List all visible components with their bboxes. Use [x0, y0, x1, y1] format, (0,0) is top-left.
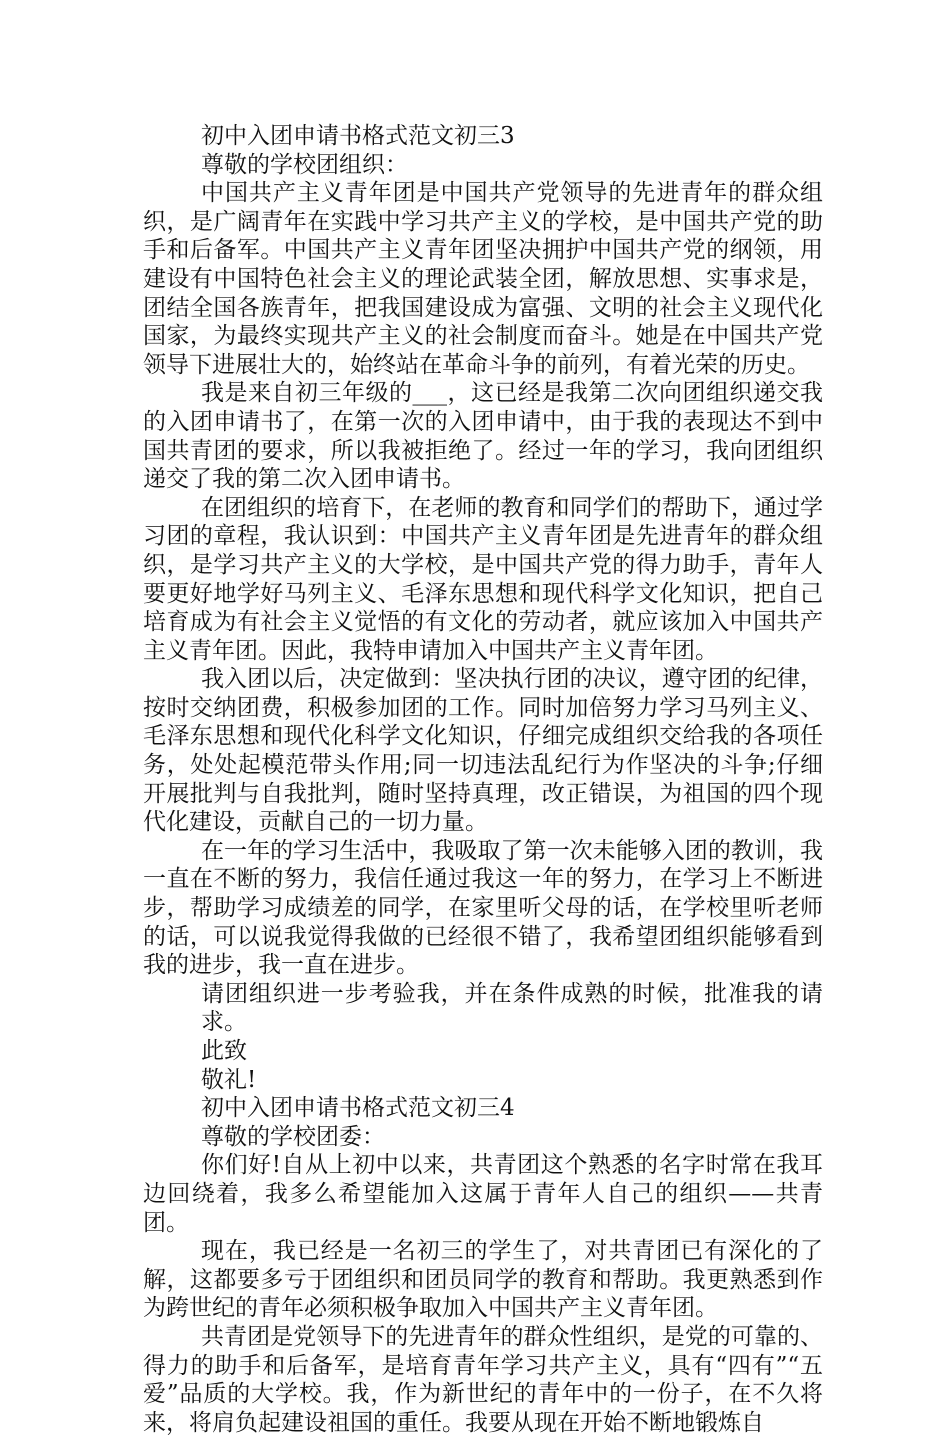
closing-salute: 敬礼!: [201, 1066, 257, 1093]
request-line: 请团组织进一步考验我，并在条件成熟的时候，批准我的请求。: [201, 980, 823, 1036]
paragraph: 在团组织的培育下，在老师的教育和同学们的帮助下，通过学习团的章程，我认识到：中国共产主义青年团是先进青年的群众组织，是学习共产主义的大学校，是中国共产党的得力助手，青年人要更好地学好马列主义、毛泽东思想和现代科学文化知识，把自己培育成为有社会主义觉悟的有文化的劳动者，就应该加入中国共产主义青年团。因此，我特申请加入中国共产主义青年团。: [143, 494, 823, 664]
paragraph: 中国共产主义青年团是中国共产党领导的先进青年的群众组织，是广阔青年在实践中学习共产主义的学校，是中国共产党的助手和后备军。中国共产主义青年团坚决拥护中国共产党的纲领，用建设有中国特色社会主义的理论武装全团，解放思想、实事求是，团结全国各族青年，把我国建设成为富强、文明的社会主义现代化国家，为最终实现共产主义的社会制度而奋斗。她是在中国共产党领导下进展壮大的，始终站在革命斗争的前列，有着光荣的历史。: [143, 180, 823, 378]
paragraph: 共青团是党领导下的先进青年的群众性组织，是党的可靠的、得力的助手和后备军，是培育青年学习共产主义，具有“四有”“五爱”品质的大学校。我，作为新世纪的青年中的一份子，在不久将来，将肩负起建设祖国的重任。我要从现在开始不断地锻炼自: [143, 1323, 823, 1436]
paragraph: 我入团以后，决定做到：坚决执行团的决议，遵守团的纪律，按时交纳团费，积极参加团的工作。同时加倍努力学习马列主义、毛泽东思想和现代化科学文化知识，仔细完成组织交给我的各项任务，处处起模范带头作用;同一切违法乱纪行为作坚决的斗争;仔细开展批判与自我批判，随时坚持真理，改正错误，为祖国的四个现代化建设，贡献自己的一切力量。: [143, 666, 823, 836]
paragraph: 我是来自初三年级的___，这已经是我第二次向团组织递交我的入团申请书了，在第一次的入团申请中，由于我的表现达不到中国共青团的要求，所以我被拒绝了。经过一年的学习，我向团组织递交了我的第二次入团申请书。: [143, 380, 823, 493]
document-body: [143, 122, 823, 1437]
closing-line: 此致: [201, 1038, 247, 1064]
paragraph: 你们好!自从上初中以来，共青团这个熟悉的名字时常在我耳边回绕着，我多么希望能加入这属于青年人自己的组织——共青团。: [143, 1152, 823, 1236]
paragraph: 现在，我已经是一名初三的学生了，对共青团已有深化的了解，这都要多亏于团组织和团员同学的教育和帮助。我更熟悉到作为跨世纪的青年必须积极争取加入中国共产主义青年团。: [143, 1238, 823, 1322]
paragraph: 在一年的学习生活中，我吸取了第一次未能够入团的教训，我一直在不断的努力，我信任通过我这一年的努力，在学习上不断进步，帮助学习成绩差的同学，在家里听父母的话，在学校里听老师的话，可以说我觉得我做的已经很不错了，我希望团组织能够看到我的进步，我一直在进步。: [143, 837, 823, 979]
section-title-4: 初中入团申请书格式范文初三4: [201, 1095, 515, 1122]
salutation: 尊敬的学校团组织：: [201, 151, 408, 178]
section-title-3: 初中入团申请书格式范文初三3: [201, 123, 515, 149]
salutation: 尊敬的学校团委：: [201, 1123, 385, 1150]
